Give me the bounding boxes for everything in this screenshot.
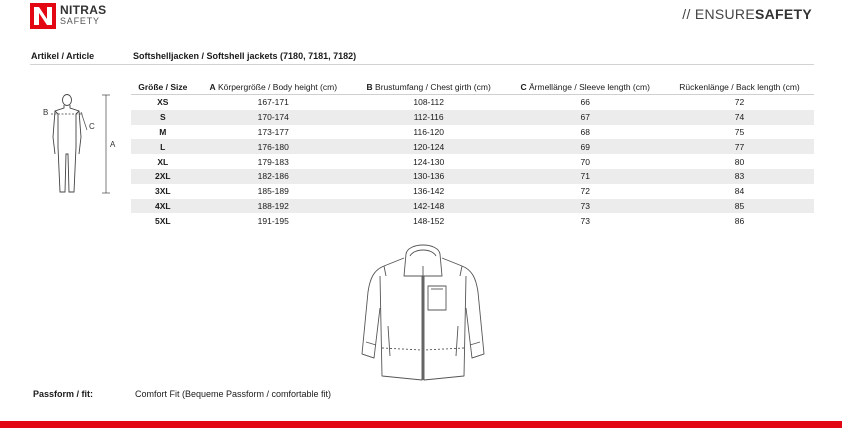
cell-back: 86	[734, 215, 745, 226]
human-silhouette-icon	[53, 95, 81, 193]
cell-back: 84	[734, 186, 745, 197]
cell-size: S	[131, 110, 195, 125]
body-measurement-figure	[40, 92, 120, 197]
brand-name: NITRAS	[60, 3, 107, 17]
cell-height: 182-186	[195, 169, 352, 184]
brand-sub: SAFETY	[60, 16, 100, 26]
cell-height: 170-174	[195, 110, 352, 125]
article-label: Artikel / Article	[31, 51, 95, 61]
table-row	[131, 110, 814, 125]
cell-size: 2XL	[131, 169, 195, 184]
table-header-row	[131, 80, 814, 95]
cell-sleeve: 73	[505, 199, 665, 214]
header-size: Größe / Size	[131, 80, 195, 95]
footer-accent-bar	[0, 421, 842, 428]
cell-sleeve: 68	[580, 126, 590, 137]
label-c: C	[89, 122, 95, 131]
header-sleeve-length	[505, 80, 665, 95]
cell-size: XS	[157, 97, 169, 108]
cell-sleeve: 67	[505, 110, 665, 125]
cell-chest: 148-152	[413, 215, 445, 226]
cell-size: M	[159, 126, 167, 137]
tagline-bold: SAFETY	[754, 6, 812, 22]
table-row	[131, 125, 814, 140]
table-row	[131, 139, 814, 154]
cell-size: 4XL	[131, 199, 195, 214]
cell-sleeve: 73	[580, 215, 590, 226]
label-b: B	[43, 108, 49, 117]
size-table	[131, 80, 814, 228]
fit-label: Passform / fit:	[33, 389, 94, 399]
cell-height: 188-192	[195, 199, 352, 214]
cell-size: 5XL	[154, 215, 171, 226]
cell-chest: 116-120	[413, 126, 444, 137]
cell-sleeve: 66	[580, 97, 590, 108]
table-row	[131, 184, 814, 199]
cell-chest: 108-112	[413, 97, 444, 108]
article-divider	[30, 64, 814, 65]
softshell-jacket-icon	[358, 236, 488, 386]
cell-height: 173-177	[257, 126, 289, 137]
nitras-logo-icon	[30, 3, 56, 29]
table-row	[131, 213, 814, 228]
tagline-prefix: // ENSURE	[682, 6, 755, 22]
header-body-height	[195, 80, 352, 95]
cell-back: 74	[665, 110, 814, 125]
header-c-prefix: C	[520, 82, 527, 92]
cell-sleeve: 70	[580, 156, 590, 167]
cell-sleeve: 69	[505, 139, 665, 154]
cell-size: L	[131, 139, 195, 154]
cell-back: 85	[665, 199, 814, 214]
table-row	[131, 154, 814, 169]
header-c-text: Ärmellänge / Sleeve length (cm)	[528, 82, 650, 92]
cell-height: 176-180	[195, 139, 352, 154]
cell-size: XL	[157, 156, 169, 167]
table-row	[131, 169, 814, 184]
cell-size: 3XL	[154, 186, 171, 197]
cell-chest: 120-124	[352, 139, 505, 154]
header-a-text: Körpergröße / Body height (cm)	[217, 82, 338, 92]
table-row	[131, 199, 814, 214]
cell-back: 72	[734, 97, 745, 108]
header-a-prefix: A	[209, 82, 216, 92]
cell-back: 75	[734, 126, 745, 137]
cell-chest: 112-116	[352, 110, 505, 125]
tagline	[682, 6, 812, 22]
fit-value: Comfort Fit (Bequeme Passform / comfortable fit)	[135, 389, 332, 399]
logo-text	[60, 4, 106, 26]
table-row	[131, 95, 814, 110]
cell-back: 77	[665, 139, 814, 154]
cell-chest: 136-142	[413, 186, 445, 197]
cell-height: 167-171	[257, 97, 289, 108]
header-b-prefix: B	[366, 82, 373, 92]
cell-height: 191-195	[257, 215, 289, 226]
cell-chest: 130-136	[352, 169, 505, 184]
header-b-text: Brustumfang / Chest girth (cm)	[375, 82, 491, 92]
cell-height: 185-189	[257, 186, 289, 197]
label-a: A	[110, 140, 116, 149]
header-back-length: Rückenlänge / Back length (cm)	[665, 80, 814, 95]
cell-sleeve: 72	[580, 186, 590, 197]
article-value: Softshelljacken / Softshell jackets (7180, 7181, 7182)	[133, 51, 357, 61]
header-chest-girth	[352, 80, 505, 95]
cell-height: 179-183	[257, 156, 289, 167]
cell-chest: 124-130	[413, 156, 445, 167]
cell-chest: 142-148	[352, 199, 505, 214]
cell-back: 80	[734, 156, 745, 167]
cell-sleeve: 71	[505, 169, 665, 184]
cell-back: 83	[665, 169, 814, 184]
